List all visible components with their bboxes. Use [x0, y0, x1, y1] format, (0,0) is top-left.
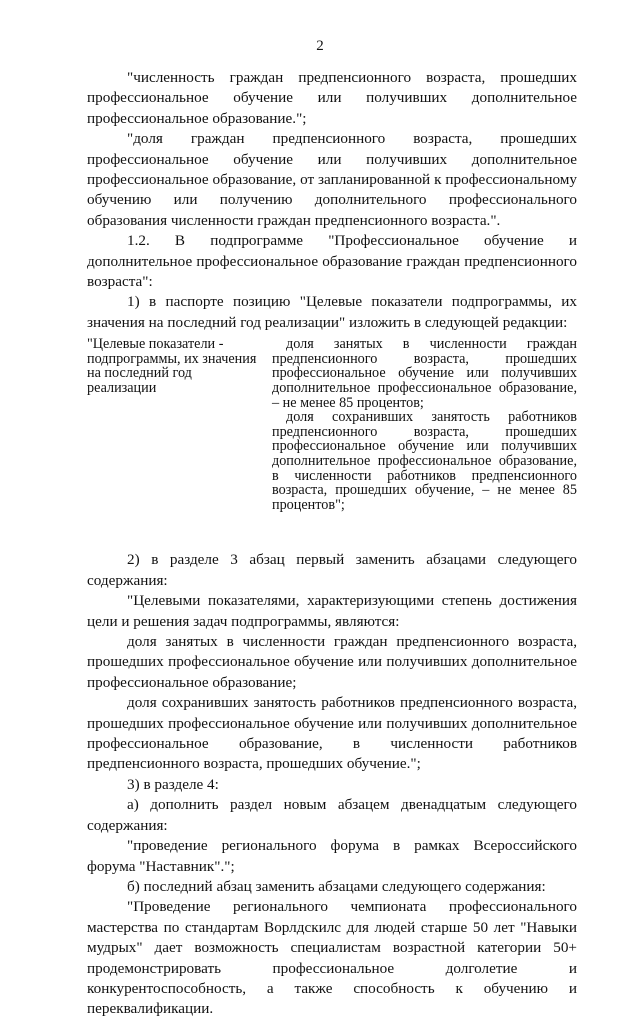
paragraph: "проведение регионального форума в рамках Всероссийского форума "Наставник".";: [87, 837, 577, 875]
table-right-cell: [272, 337, 577, 512]
paragraph: "Целевыми показателями, характеризующими степень достижения цели и решения задач подпрограммы, являются:: [87, 592, 577, 630]
passport-position-table: [87, 337, 577, 512]
paragraph: а) дополнить раздел новым абзацем двенадцатым следующего содержания:: [87, 796, 577, 834]
paragraph: 3) в разделе 4:: [127, 775, 219, 793]
table-indicator-text: доля сохранивших занятость работников предпенсионного возраста, прошедших профессиональное обучение или получивших дополнительное профессиональное образование, в численности работников предпенсионного возраста, прошедших обучение, – не менее 85 процентов";: [272, 409, 577, 513]
page-number: 2: [316, 38, 324, 54]
table-left-cell: "Целевые показатели - подпрограммы, их значения на последний год реализации: [87, 336, 257, 397]
paragraph: б) последний абзац заменить абзацами следующего содержания:: [127, 877, 546, 895]
paragraph: "Проведение регионального чемпионата профессионального мастерства по стандартам Ворлдскилс для людей старше 50 лет "Навыки мудрых" дает возможность специалистам возрастной категории 50+ продемонстрировать профессиональное долголетие и конкурентоспособность, а также способность к обучению и переквалификации.: [87, 898, 577, 1018]
paragraph: доля сохранивших занятость работников предпенсионного возраста, прошедших профессиональное обучение или получивших дополнительное профессиональное образование, в численности работников предпенсионного возраста, прошедших обучение.";: [87, 694, 577, 773]
paragraph: "численность граждан предпенсионного возраста, прошедших профессиональное обучение или получивших дополнительное профессиональное образование.";: [87, 69, 577, 127]
paragraph: доля занятых в численности граждан предпенсионного возраста, прошедших профессиональное обучение или получивших дополнительное профессиональное образование;: [87, 633, 577, 691]
document-body: [87, 68, 577, 1020]
spacer: [87, 512, 577, 550]
paragraph: 1) в паспорте позицию "Целевые показатели подпрограммы, их значения на последний год реализации" изложить в следующей редакции:: [87, 293, 577, 331]
table-indicator-text: доля занятых в численности граждан предпенсионного возраста, прошедших профессиональное обучение или получивших дополнительное профессиональное образование, – не менее 85 процентов;: [272, 336, 577, 411]
paragraph: 1.2. В подпрограмме "Профессиональное обучение и дополнительное профессиональное образование граждан предпенсионного возраста":: [87, 232, 577, 291]
paragraph: 2) в разделе 3 абзац первый заменить абзацами следующего содержания:: [87, 551, 577, 589]
paragraph: "доля граждан предпенсионного возраста, прошедших профессиональное обучение или получивших дополнительное профессиональное образование, от запланированной к профессиональному обучению или получению дополнительного профессионального образования численности граждан предпенсионного возраста.".: [87, 130, 577, 229]
